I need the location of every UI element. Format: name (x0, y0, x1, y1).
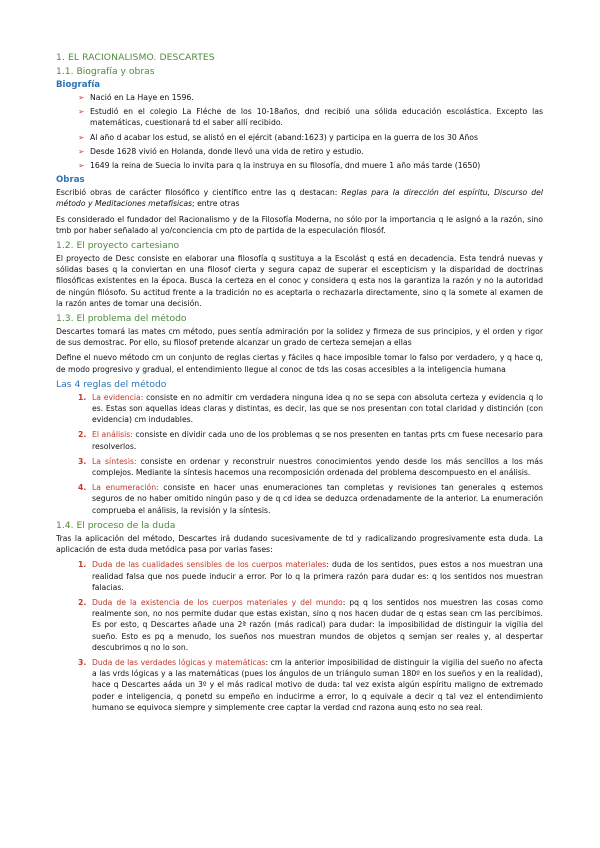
arrow-bullet-icon: ➢ (78, 93, 85, 102)
obras-paragraph: Escribió obras de carácter filosófico y científico entre las q destacan: Reglas para la dirección del espíritu, Discurso del método y Meditaciones metafísicas; entre otras (56, 188, 543, 209)
obras-titles: Reglas para la dirección del espíritu, Discurso del método y Meditaciones metafísicas (56, 188, 543, 209)
list-item: 1. Duda de las cualidades sensibles de los cuerpos materiales: duda de los sentidos, pues estos a nos muestran una realidad falsa que nos puede inducir a error. Por lo q la primera razón para dudar es: q los sentidos nos muestran falacias. (78, 560, 543, 592)
section-heading-biografia-obras: 1.1. Biografía y obras (56, 66, 155, 77)
arrow-bullet-icon: ➢ (78, 146, 85, 156)
fases-list (56, 559, 543, 713)
list-item: ➢ Nació en La Haye en 1596. (78, 93, 194, 102)
section-heading-duda: 1.4. El proceso de la duda (56, 519, 176, 531)
metodo-paragraph-1: Descartes tomará las mates cm método, pues sentía admiración por la solidez y firmeza de sus principios, y el orden y rigor de sus demostrac. Por ello, su filosof pretende alcanzar un grado de certeza semejan a ellas (56, 327, 543, 348)
fundador-paragraph: Es considerado el fundador del Racionalismo y de la Filosofía Moderna, no sólo por la importancia q le asignó a la razón, sino tmb por haber señalado al yo/conciencia cm pto de partida de la especulación filosóf. (56, 214, 543, 235)
section-heading-metodo: 1.3. El problema del método (56, 313, 187, 325)
list-item: 4. La enumeración: consiste en hacer unas enumeraciones tan completas y revisiones tan generales q estemos seguros de no haber omitido ningún paso y de q cd idea se deduzca ordenadamente de la anterior. La enumeración comprueba el análisis, la revisión y la síntesis. (78, 483, 544, 515)
section-heading-proyecto: 1.2. El proyecto cartesiano (56, 240, 180, 252)
arrow-bullet-icon: ➢ (78, 132, 85, 142)
list-item: ➢ Desde 1628 vivió en Holanda, donde llevó una vida de retiro y estudio. (78, 146, 364, 156)
metodo-paragraph-2: Define el nuevo método cm un conjunto de reglas ciertas y fáciles q hace imposible tomar lo falso por verdadero, y q hace q, de modo progresivo y gradual, el entendimiento llegue al conoc de tds las cosas accesibles a la inteligencia humana (56, 353, 543, 374)
proyecto-paragraph: El proyecto de Desc consiste en elaborar una filosofía q sustituya a la Escolást q está en decadencia. Esta tendrá nuevas y sólidas bases q la conviertan en una filosof cierta y segura capaz de superar el escepticism y la disparidad de doctrinas filosóficas existentes en la época. Busca la certeza en el conoc y considera q esta nos la garantiza la razón y no la autoridad de ningún filósofo. Su actitud frente a la tradición no es aceptarla o rechazarla directamente, sino q la somete al examen de la razón antes de tomar una decisión. (56, 254, 543, 308)
list-item: ➢ 1649 la reina de Suecia lo invita para q la instruya en su filosofía, dnd muere 1 año más tarde (1650) (78, 161, 481, 171)
subheading-biografia: Biografía (56, 80, 101, 90)
document-title: 1. EL RACIONALISMO. DESCARTES (56, 52, 215, 63)
document-page (56, 52, 543, 717)
list-item: ➢ Estudió en el colegio La Fléche de los 10-18años, dnd recibió una sólida educación escolástica. Excepto las matemáticas, cuestionará td el saber allí recibido. (78, 107, 543, 128)
arrow-bullet-icon: ➢ (78, 107, 85, 117)
list-item: 2. El análisis: consiste en dividir cada uno de los problemas q se nos presenten en tantas prts cm fuese necesario para resolverlos. (78, 430, 543, 451)
list-item: 1. La evidencia: consiste en no admitir cm verdadera ninguna idea q no se sepa con absoluta certeza y evidencia q lo es. Estas son aquellas ideas claras y distintas, es decir, las que se nos presentan con total claridad y distinción (con evidencia) cm indudables. (78, 392, 543, 425)
biografia-list (56, 92, 543, 171)
arrow-bullet-icon: ➢ (78, 161, 85, 171)
list-item: 3. Duda de las verdades lógicas y matemáticas: cm la anterior imposibilidad de distinguir la vigilia del sueño no afecta a las vrds lógicas y a las matemáticas (pues los ángulos de un triángulo suman 180º en los sueños y en la realidad), hace q Descartes aáda un 3º y el más radical motivo de duda: tal vez exista algún espíritu maligno de extremado poder e inteligencia, q ponetd su empeño en inducirme a error, lo q equivale a decir q tal vez el entendimiento humano se equivoca siempre y simplemente cree captar la verdad cnd razona aunq esto no sea real. (78, 657, 543, 712)
list-item: 2. Duda de la existencia de los cuerpos materiales y del mundo: pq q los sentidos nos muestren las cosas como realmente son, no nos permite dudar que estas existan, sino q nos hacen dudar de q estas sean cm las percibimos. Es por esto, q Descartes añade una 2ª razón (más radical) para dudar: la imposibilidad de distinguir la vigilia del sueño. Esto es pq a menudo, los sueños nos muestran mundos de objetos q semjan ser reales y, al despertar descubrimos q no lo son. (78, 597, 543, 652)
duda-intro-paragraph: Tras la aplicación del método, Descartes irá dudando sucesivamente de td y radicalizando progresivamente esta duda. La aplicación de esta duda metódica pasa por varias fases: (56, 533, 543, 555)
subheading-obras: Obras (56, 175, 85, 186)
list-item: ➢ Al año d acabar los estud, se alistó en el ejércit (aband:1623) y participa en la guerra de los 30 Años (78, 132, 479, 142)
subheading-reglas: Las 4 reglas del método (56, 378, 167, 390)
list-item: 3. La síntesis: consiste en ordenar y reconstruir nuestros conocimientos yendo desde los más sencillos a los más complejos. Mediante la síntesis hacemos una recomposición ordenada del problema descompuesto en el análisis. (78, 456, 543, 478)
reglas-list (56, 392, 543, 516)
